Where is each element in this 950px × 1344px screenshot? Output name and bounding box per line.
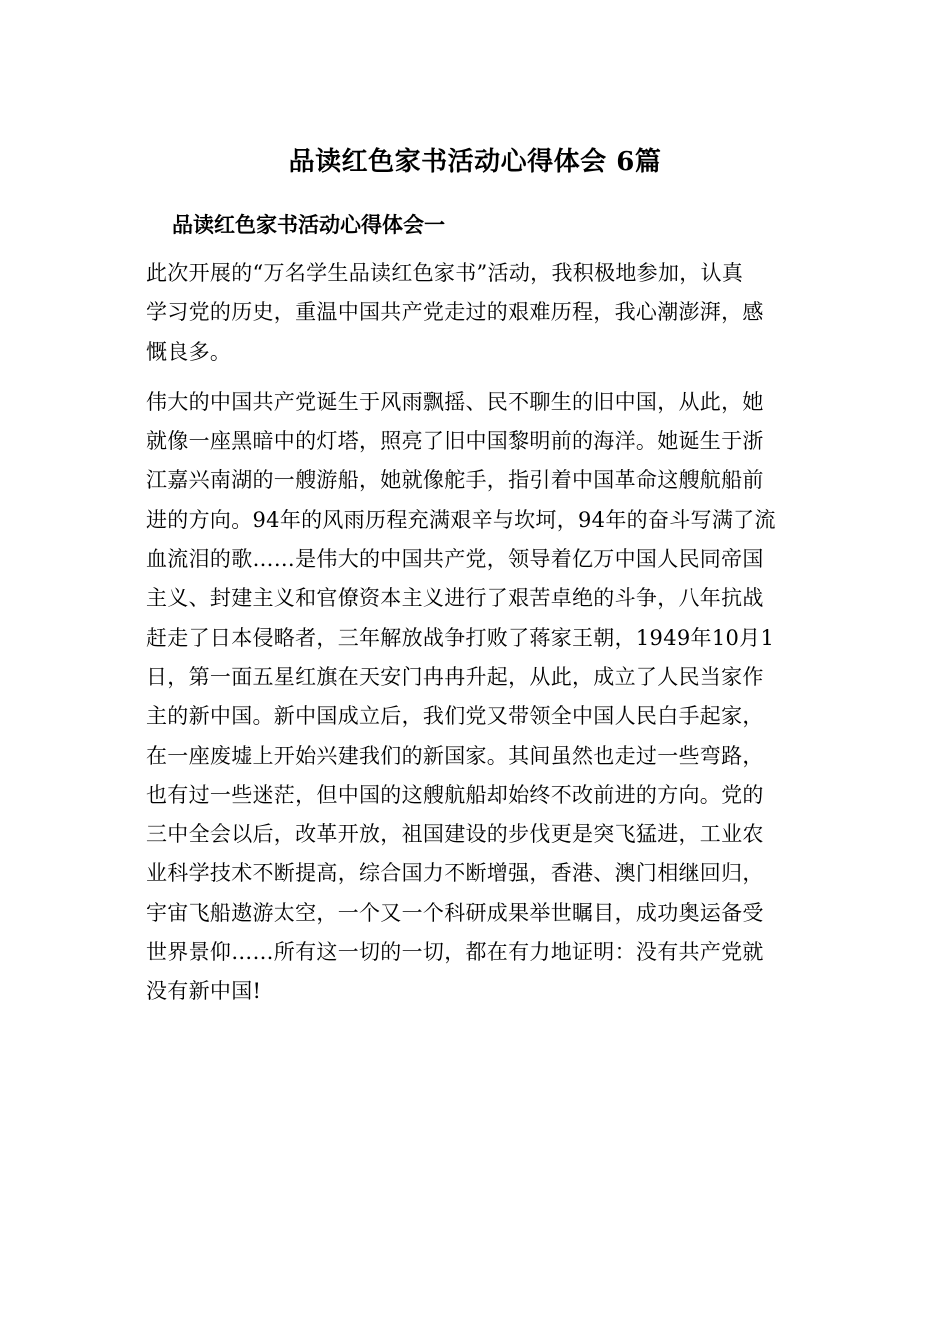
paragraph-spacer [146, 372, 806, 383]
text-line: 没有新中国! [146, 979, 262, 1004]
text-line: 进的方向。94年的风雨历程充满艰辛与坎坷，94年的奋斗写满了流 [146, 507, 776, 532]
text-line: 学习党的历史，重温中国共产党走过的艰难历程，我心潮澎湃，感 [146, 300, 764, 325]
document-body [146, 254, 806, 1012]
section-heading: 品读红色家书活动心得体会一 [172, 212, 445, 237]
text-line: 主的新中国。新中国成立后，我们党又带领全中国人民白手起家， [146, 704, 764, 729]
text-line: 世界景仰……所有这一切的一切，都在有力地证明：没有共产党就 [146, 940, 764, 965]
text-line: 三中全会以后，改革开放，祖国建设的步伐更是突飞猛进，工业农 [146, 822, 764, 847]
text-line: 慨良多。 [146, 339, 232, 364]
text-line: 此次开展的“万名学生品读红色家书”活动，我积极地参加，认真 [146, 261, 744, 285]
paragraph-2 [146, 383, 806, 1012]
text-line: 血流泪的歌……是伟大的中国共产党，领导着亿万中国人民同帝国 [146, 547, 764, 572]
text-line: 宇宙飞船遨游太空，一个又一个科研成果举世瞩目，成功奥运备受 [146, 900, 764, 925]
text-line: 业科学技术不断提高，综合国力不断增强，香港、澳门相继回归， [146, 861, 764, 886]
text-line: 主义、封建主义和官僚资本主义进行了艰苦卓绝的斗争，八年抗战 [146, 586, 764, 611]
text-line: 江嘉兴南湖的一艘游船，她就像舵手，指引着中国革命这艘航船前 [146, 468, 764, 493]
text-line: 就像一座黑暗中的灯塔，照亮了旧中国黎明前的海洋。她诞生于浙 [146, 429, 764, 454]
text-line: 赶走了日本侵略者，三年解放战争打败了蒋家王朝，1949年10月1 [146, 625, 775, 650]
text-line: 在一座废墟上开始兴建我们的新国家。其间虽然也走过一些弯路， [146, 743, 764, 768]
text-line: 伟大的中国共产党诞生于风雨飘摇、民不聊生的旧中国，从此，她 [146, 389, 764, 414]
document-title: 品读红色家书活动心得体会 6篇 [288, 147, 662, 177]
text-line: 日，第一面五星红旗在天安门冉冉升起，从此，成立了人民当家作 [146, 664, 764, 689]
text-line: 也有过一些迷茫，但中国的这艘航船却始终不改前进的方向。党的 [146, 782, 764, 807]
paragraph-1 [146, 254, 806, 372]
